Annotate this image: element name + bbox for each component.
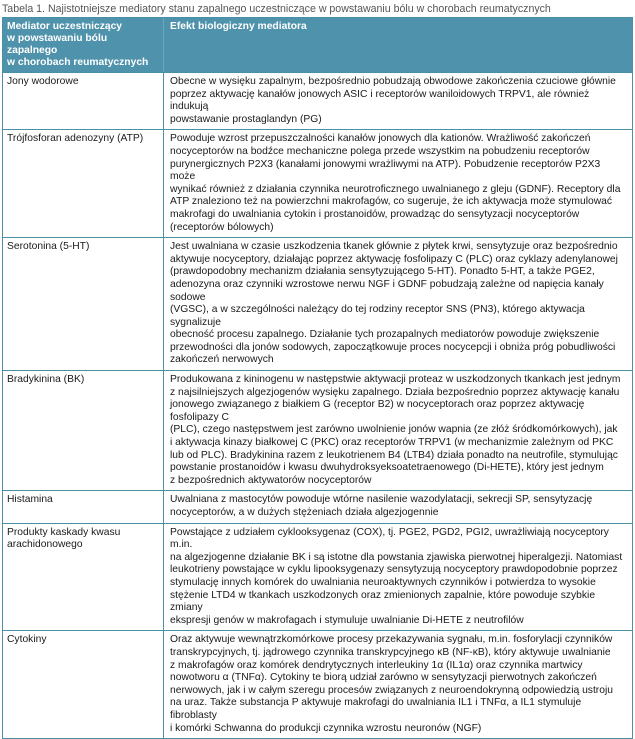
effect-cell: Uwalniana z mastocytów powoduje wtórne nasilenie wazodylatacji, sekrecji SP, sensytyzację nocyceptorów, a w dużych stężeniach działa algezjogennie	[163, 491, 632, 522]
table-row	[3, 490, 632, 522]
table-row	[3, 370, 632, 490]
table-row	[3, 523, 632, 631]
mediator-cell: Jony wodorowe	[7, 76, 79, 87]
table-caption: Tabela 1. Najistotniejsze mediatory stanu zapalnego uczestniczące w powstawaniu bólu w chorobach reumatycznych	[2, 3, 551, 15]
effect-cell: Oraz aktywuje wewnątrzkomórkowe procesy przekazywania sygnału, m.in. fosforylacji czynników transkrypcyjnych, tj. jądrowego czynnika transkrypcyjnego κB (NF-κB), który aktywuje uwalnianie z makrofagów oraz komórek dendrytycznych interleukiny 1α (IL1α) oraz czynnika martwicy nowotworu α (TNFα). Cytokiny te biorą udział zarówno w sensytyzacji pierwotnych zakończeń nerwowych, jak i w całym szeregu procesów związanych z neuroendokrynną odpowiedzią ustroju na uraz. Także substancja P aktywuje makrofagi do uwalniania IL1 i TNFα, a IL1 stymuluje fibroblasty i komórki Schwanna do produkcji czynnika wzrostu neuronów (NGF)	[163, 631, 632, 738]
header-mediator: Mediator uczestniczący w powstawaniu bólu zapalnego w chorobach reumatycznych	[7, 21, 149, 68]
mediator-cell: Cytokiny	[7, 634, 47, 646]
table-header-row	[3, 18, 632, 72]
mediator-cell: Produkty kaskady kwasu arachidonowego	[7, 526, 121, 551]
table-row	[3, 72, 632, 129]
effect-cell: Powstające z udziałem cyklooksygenaz (COX), tj. PGE2, PGD2, PGI2, uwrażliwiają nocyceptory m.in. na algezjogenne działanie BK i są istotne dla powstania zjawiska pierwotnej hiperalgezji. Natomiast leukotrieny powstające w cyklu lipooksygenazy sensytyzują nocyceptory prawdopodobnie poprzez stymulację innych komórek do uwalniania neuroaktywnych czynników i potwierdza to wysokie stężenie LTD4 w tkankach uszkodzonych oraz zmienionych zapalnie, które powoduje szybkie zmiany ekspresji genów w makrofagach i stymuluje uwalnianie Di-HETE z neutrofilów	[163, 524, 632, 631]
table-row	[3, 237, 632, 370]
mediator-cell: Trójfosforan adenozyny (ATP)	[7, 133, 144, 145]
table-row	[3, 129, 632, 237]
header-effect: Efekt biologiczny mediatora	[163, 18, 632, 72]
effect-cell: Powoduje wzrost przepuszczalności kanałów jonowych dla kationów. Wrażliwość zakończeń nocyceptorów na bodźce mechaniczne polega przede wszystkim na pobudzeniu receptorów purynergicznych P2X3 (kanałami jonowymi wrażliwymi na ATP). Pobudzenie receptorów P2X3 może wynikać również z działania czynnika neurotroficznego uwalnianego z gleju (GDNF). Receptory dla ATP znaleziono też na powierzchni makrofagów, co sugeruje, że ich aktywacja może stymulować makrofagi do uwalniania cytokin i prostanoidów, prowadząc do sensytyzacji nocyceptorów (receptorów bólowych)	[163, 130, 632, 237]
mediators-table	[2, 17, 633, 739]
mediator-cell: Serotonina (5-HT)	[7, 241, 90, 253]
table-row	[3, 630, 632, 738]
mediator-cell: Bradykinina (BK)	[7, 374, 85, 386]
effect-cell: Jest uwalniana w czasie uszkodzenia tkanek głównie z płytek krwi, sensytyzuje oraz bezpośrednio aktywuje nocyceptory, działając poprzez aktywację fosfolipazy C (PLC) oraz cyklazy adenylanowej (prawdopodobny mechanizm działania sensytyzującego 5-HT). Ponadto 5-HT, a także PGE2, adenozyna oraz czynniki wzrostowe nerwu NGF i GDNF pobudzają zależne od napięcia kanały sodowe (VGSC), a w szczególności należący do tej rodziny receptor SNS (PN3), którego aktywacja sygnalizuje obecność procesu zapalnego. Działanie tych prozapalnych mediatorów powoduje zwiększenie przewodności dla jonów sodowych, zapoczątkowuje proces nocycepcji i obniża próg pobudliwości zakończeń nerwowych	[163, 238, 632, 370]
effect-cell: Produkowana z kininogenu w następstwie aktywacji proteaz w uszkodzonych tkankach jest jednym z najsilniejszych algezjogenów wysięku zapalnego. Działa bezpośrednio poprzez aktywację kanału jonowego związanego z białkiem G (receptor B2) w nocyceptorach oraz poprzez aktywację fosfolipazy C (PLC), czego następstwem jest zarówno uwolnienie jonów wapnia (ze złóż śródkomórkowych), jak i aktywacja kinazy białkowej C (PKC) oraz receptorów TRPV1 (w mechanizmie zależnym od PKC lub od PLC). Bradykinina razem z leukotrienem B4 (LTB4) działa ponadto na neutrofile, stymulując powstanie prostanoidów i kwasu dwuhydroksyeksoatetraenowego (Di-HETE), który jest jednym z bezpośrednich aktywatorów nocyceptorów	[163, 371, 632, 490]
effect-cell: Obecne w wysięku zapalnym, bezpośrednio pobudzają obwodowe zakończenia czuciowe głównie poprzez aktywację kanałów jonowych ASIC i receptorów waniloidowych TRPV1, ale również indukują powstawanie prostaglandyn (PG)	[163, 73, 632, 129]
mediator-cell: Histamina	[7, 494, 53, 506]
